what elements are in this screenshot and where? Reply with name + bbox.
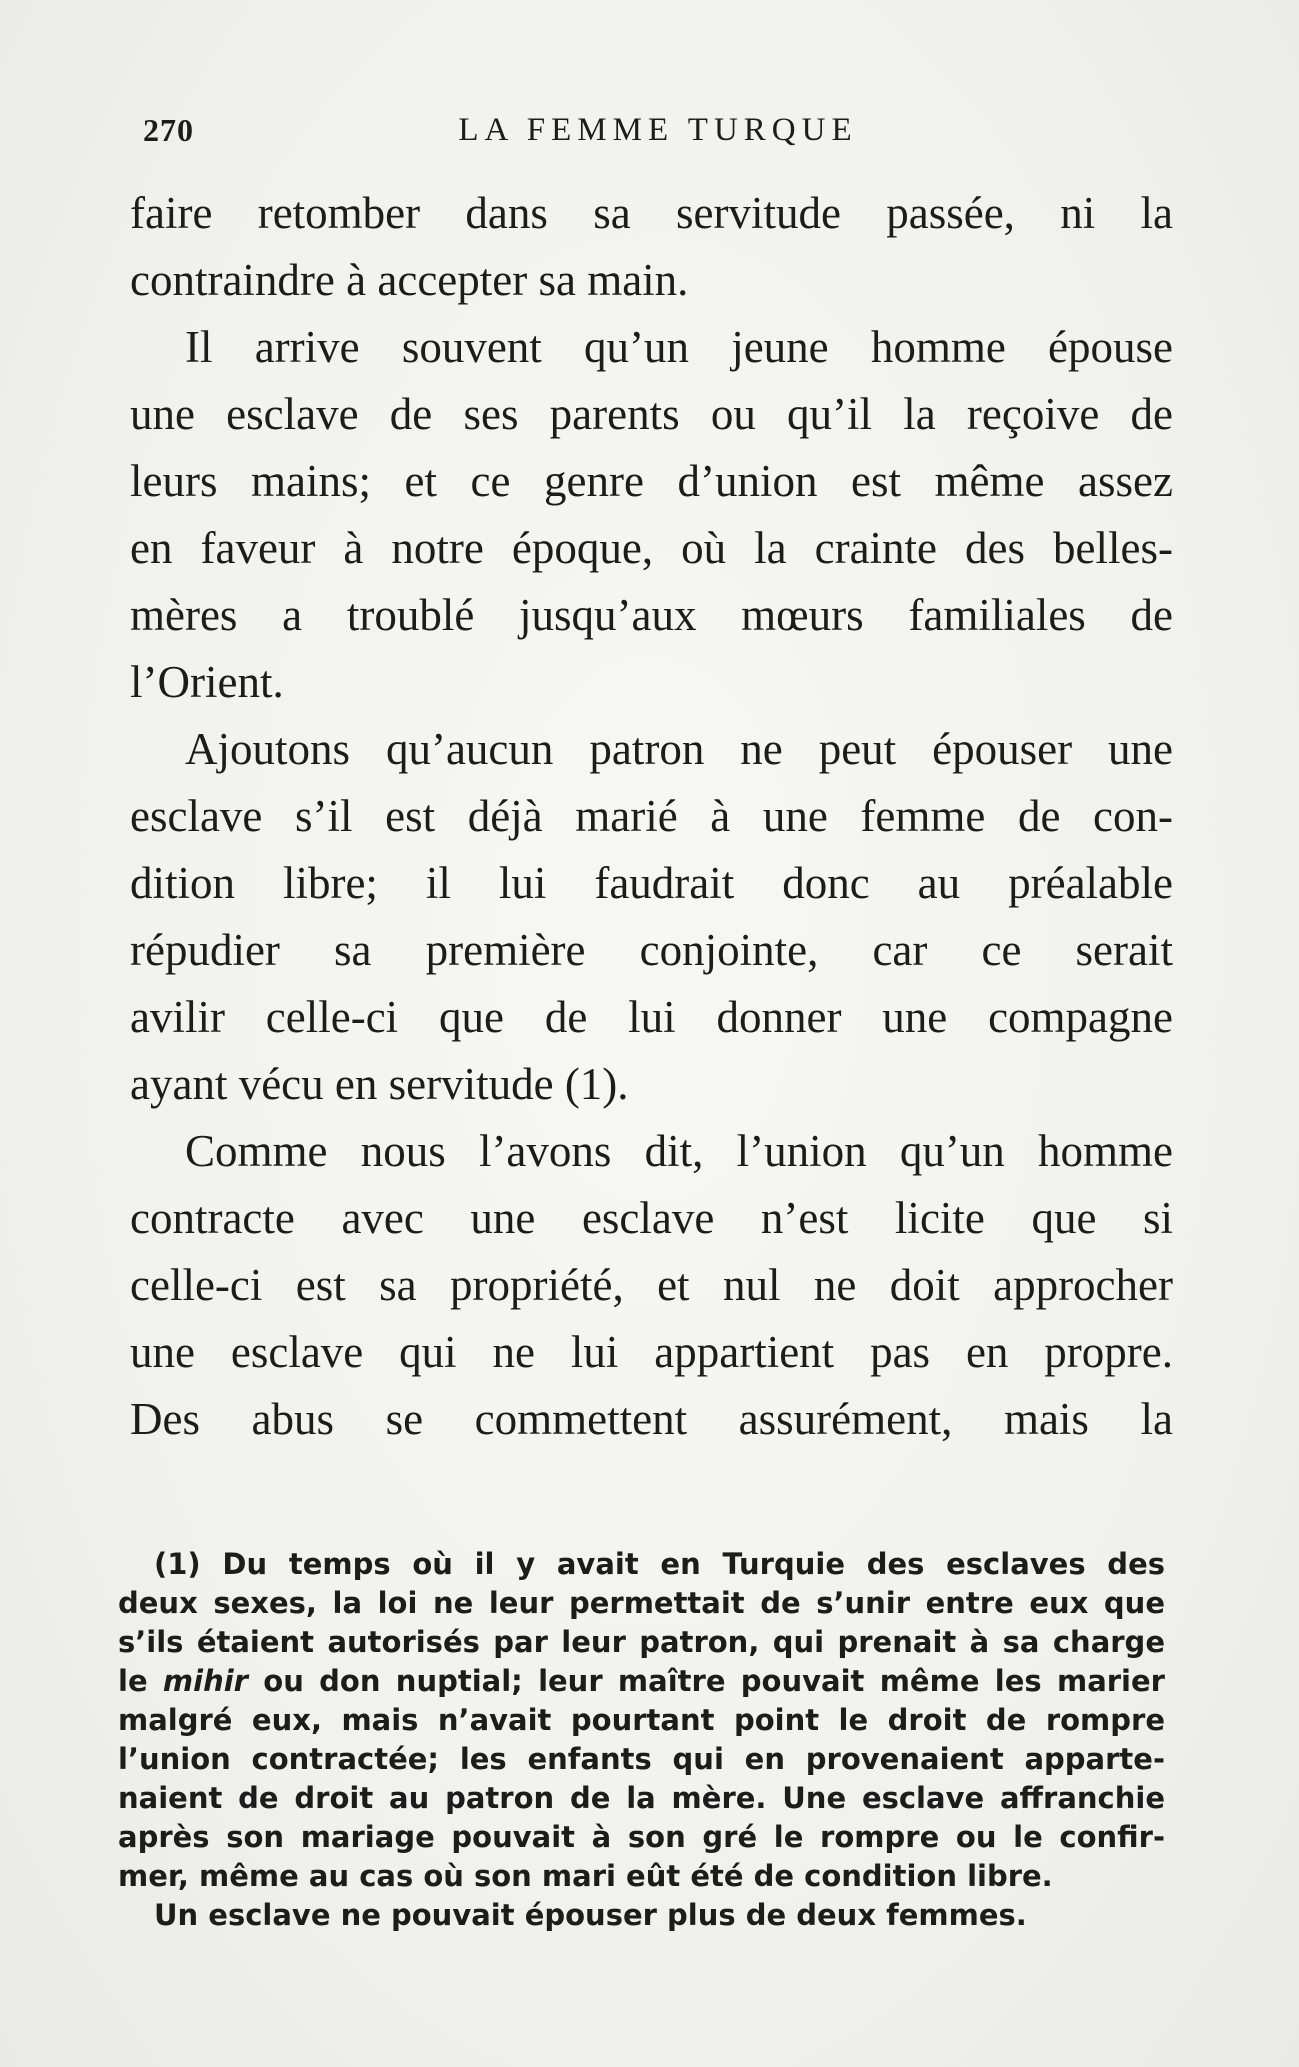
text-line: contraindre à accepter sa main. [130, 255, 689, 305]
text-line: esclave s’il est déjà marié à une femme de con- [130, 791, 1173, 841]
body-text [130, 180, 1173, 1453]
page-number: 270 [143, 112, 194, 148]
text-line: en faveur à notre époque, où la crainte des belles- [130, 523, 1173, 573]
text-line: ayant vécu en servitude (1). [130, 1059, 629, 1109]
text-line: mères a troublé jusqu’aux mœurs familiales de [130, 590, 1173, 640]
text-line: une esclave qui ne lui appartient pas en propre. [130, 1327, 1173, 1377]
page-header [143, 112, 1173, 162]
footnote-line: l’union contractée; les enfants qui en provenaient apparte- [118, 1742, 1165, 1776]
footnote-line: deux sexes, la loi ne leur permettait de s’unir entre eux que [118, 1586, 1165, 1620]
text-line: avilir celle-ci que de lui donner une compagne [130, 992, 1173, 1042]
footnote-text: ou don nuptial; leur maître pouvait même les marier [263, 1664, 1165, 1698]
text-line: Comme nous l’avons dit, l’union qu’un homme [185, 1126, 1173, 1176]
footnote [118, 1545, 1165, 1935]
text-line: faire retomber dans sa servitude passée, ni la [130, 188, 1173, 238]
footnote-line: naient de droit au patron de la mère. Une esclave affranchie [118, 1781, 1165, 1815]
text-line: Ajoutons qu’aucun patron ne peut épouser une [185, 724, 1173, 774]
text-line: l’Orient. [130, 657, 284, 707]
footnote-line: mer, même au cas où son mari eût été de condition libre. [118, 1859, 1053, 1893]
footnote-line [118, 1662, 1165, 1701]
text-line: répudier sa première conjointe, car ce serait [130, 925, 1173, 975]
footnote-line: malgré eux, mais n’avait pourtant point le droit de rompre [118, 1703, 1165, 1737]
footnote-word: le [118, 1664, 148, 1698]
footnote-line: Un esclave ne pouvait épouser plus de deux femmes. [154, 1898, 1027, 1932]
text-line: leurs mains; et ce genre d’union est même assez [130, 456, 1173, 506]
text-line: dition libre; il lui faudrait donc au préalable [130, 858, 1173, 908]
text-line: Des abus se commettent assurément, mais la [130, 1394, 1173, 1444]
footnote-term-mihir: mihir [162, 1664, 248, 1698]
text-line: une esclave de ses parents ou qu’il la reçoive de [130, 389, 1173, 439]
footnote-line: après son mariage pouvait à son gré le rompre ou le confir- [118, 1820, 1165, 1854]
running-title: LA FEMME TURQUE [458, 112, 858, 148]
text-line: contracte avec une esclave n’est licite que si [130, 1193, 1173, 1243]
footnote-line: s’ils étaient autorisés par leur patron, qui prenait à sa charge [118, 1625, 1165, 1659]
footnote-line: (1) Du temps où il y avait en Turquie des esclaves des [154, 1547, 1165, 1581]
text-line: celle-ci est sa propriété, et nul ne doit approcher [130, 1260, 1173, 1310]
text-line: Il arrive souvent qu’un jeune homme épouse [185, 322, 1173, 372]
